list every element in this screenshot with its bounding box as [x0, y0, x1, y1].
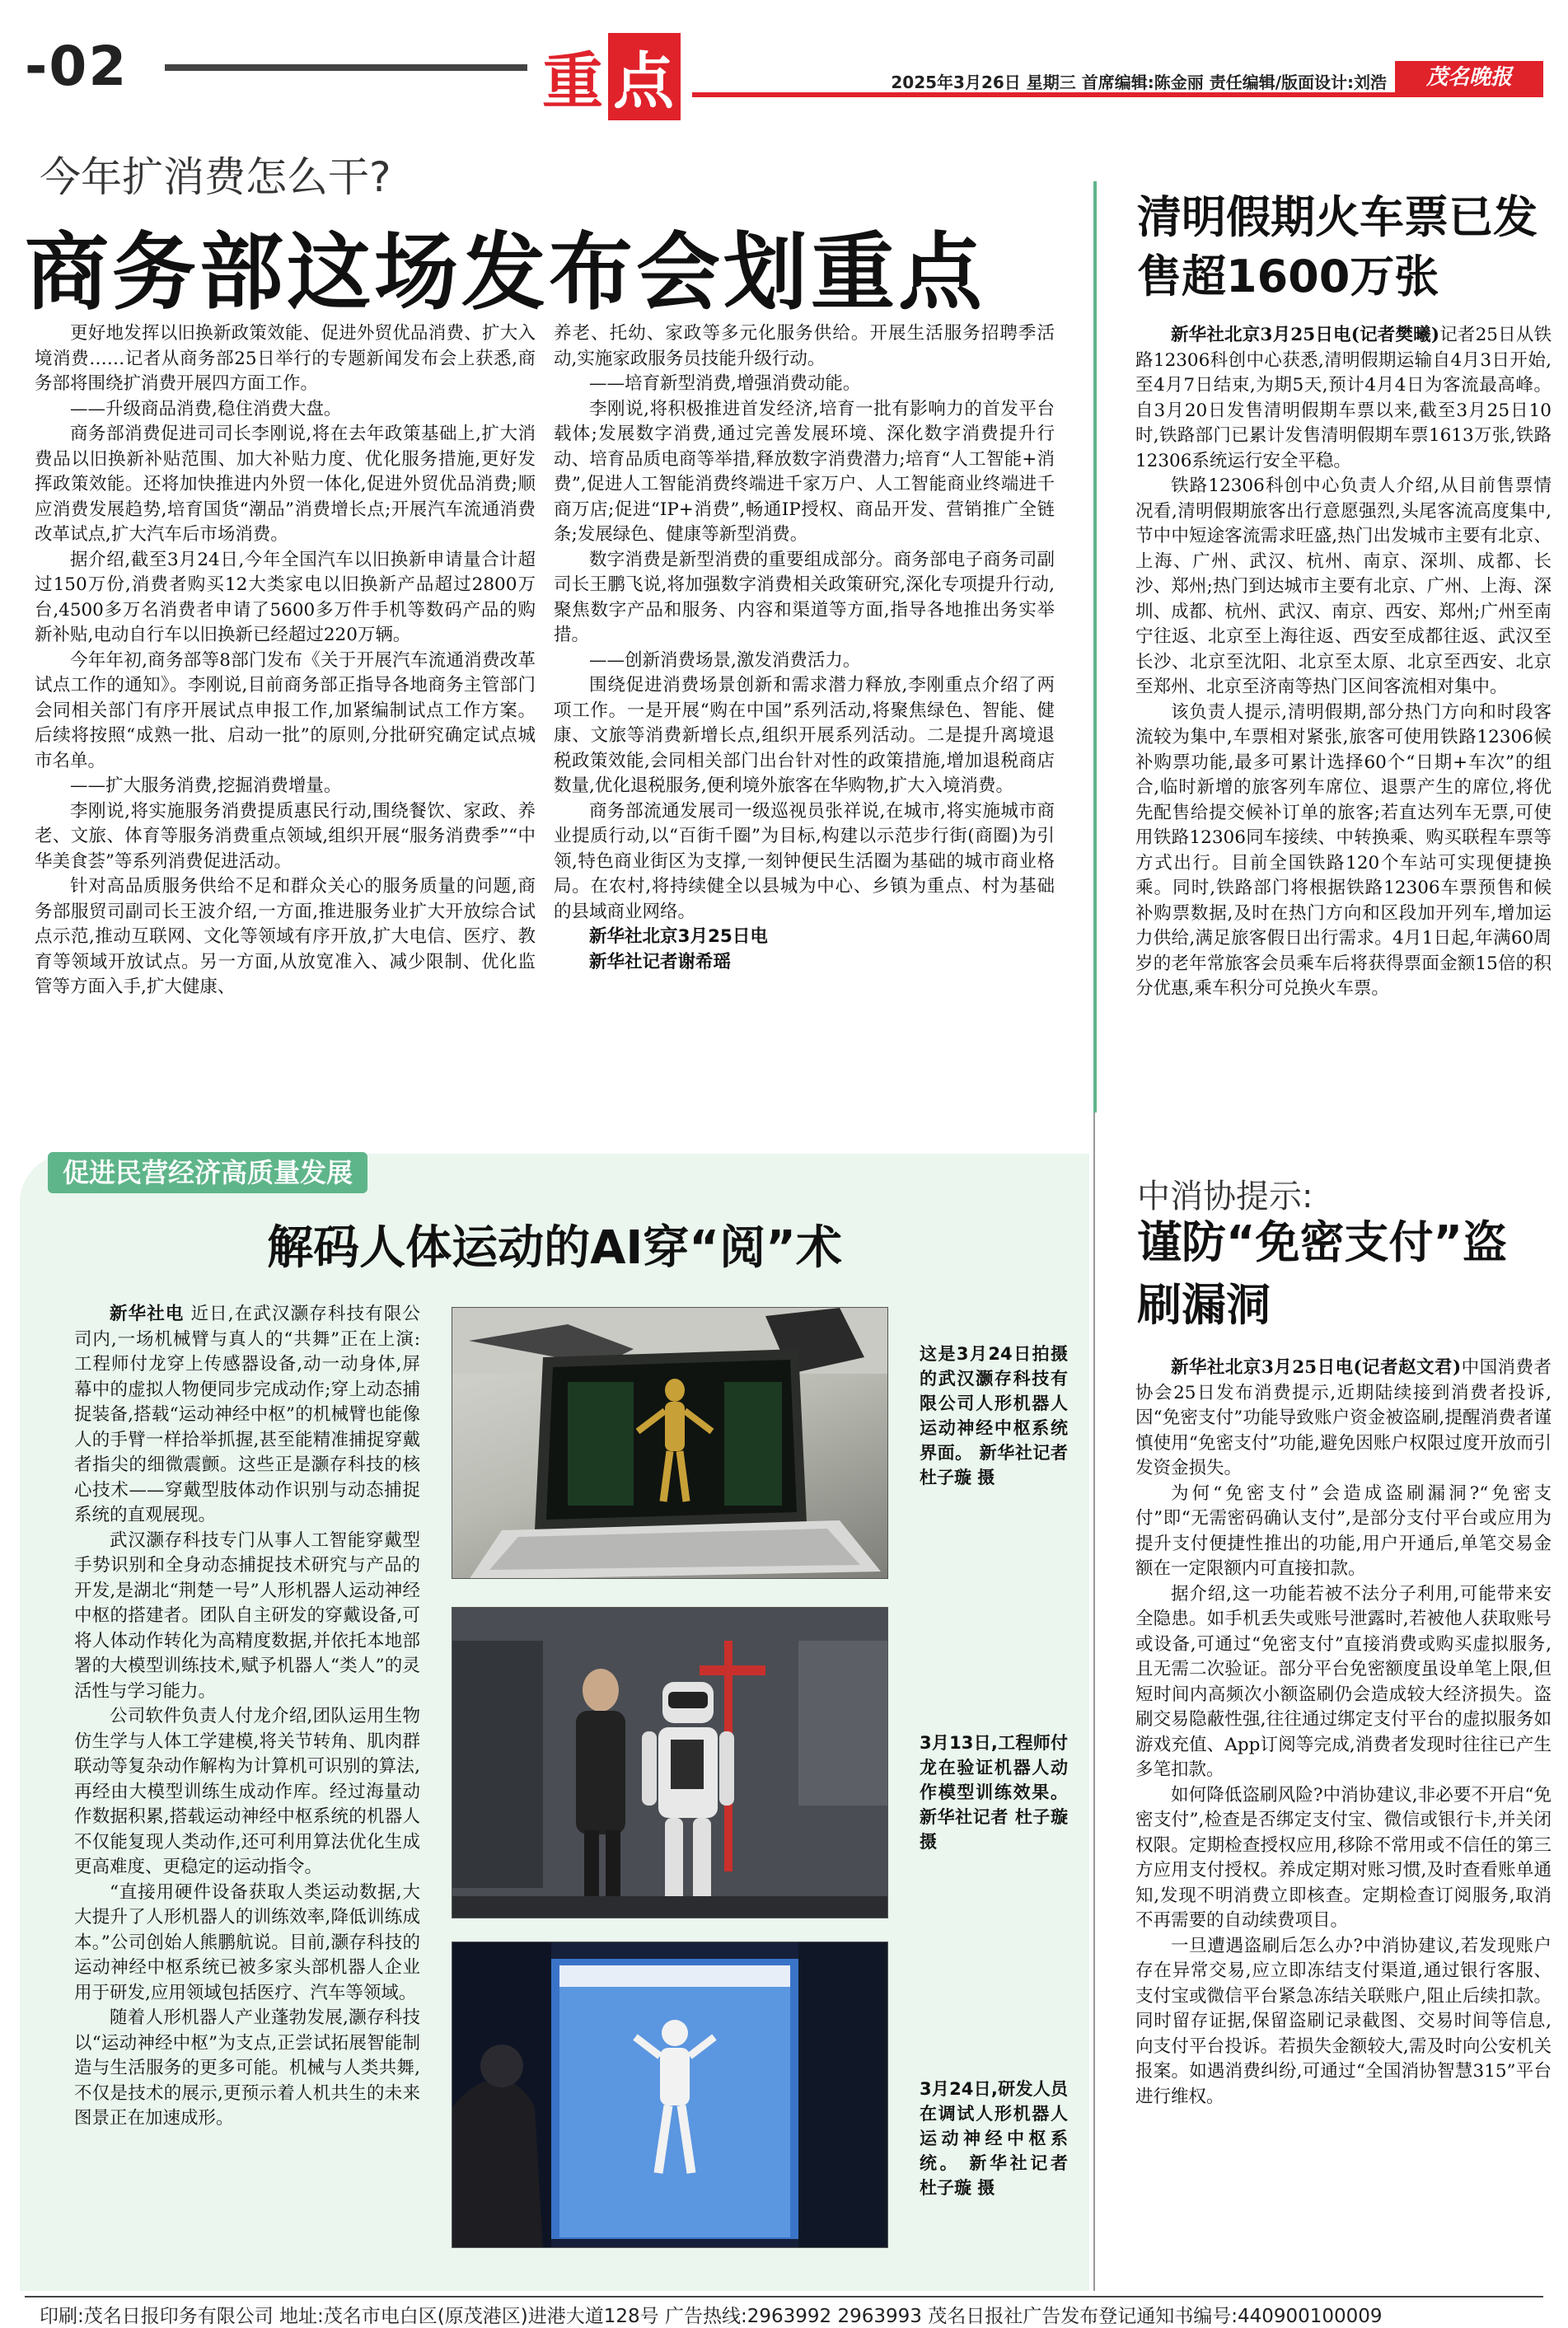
train-paragraph: 该负责人提示,清明假期,部分热门方向和时段客流较为集中,车票相对紧张,旅客可使用铁路12306候补购票功能,最多可累计选择60个“日期+车次”的组合,临时新增的旅客列车席位、退票产生的席位,将优先配售给提交候补订单的旅客;若直达列车无票,可使用铁路12306同车接续、中转换乘、购买联程车票等方式出行。目前全国铁路120个车站可实现便捷换乘。同时,铁路部门将根据铁路12306车票预售和候补购票数据,及时在热门方向和区段加开列车,增加运力供给,满足旅客假日出行需求。4月1日起,年满60周岁的老年常旅客会员乘车后将获得票面金额15倍的积分优惠,乘车积分可兑换火车票。 [1135, 701, 1552, 999]
lead-paragraph: 更好地发挥以旧换新政策效能、促进外贸优品消费、扩大入境消费……记者从商务部25日举行的专题新闻发布会上获悉,商务部将围绕扩消费开展四方面工作。 [35, 323, 536, 394]
train-paragraph: 铁路12306科创中心负责人介绍,从目前售票情况看,清明假期旅客出行意愿强烈,头尾客流高度集中,节中中短途客流需求旺盛,热门出发城市主要有北京、上海、广州、武汉、杭州、南京、深圳、成都、长沙、郑州;热门到达城市主要有北京、广州、上海、深圳、成都、杭州、武汉、南京、西安、郑州;广州至南宁往返、北京至上海往返、西安至成都往返、武汉至长沙、北京至沈阳、北京至太原、北京至西安、北京至郑州、北京至济南等热门区间客流相对集中。 [1135, 475, 1552, 697]
ai-lead-text: 近日,在武汉灏存科技有限公司内,一场机械臂与真人的“共舞”正在上演:工程师付龙穿上传感器设备,动一动身体,屏幕中的虚拟人物便同步完成动作;穿上动态捕捉装备,搭载“运动神经中枢”的机械臂也能像人的手臂一样拾举抓握,甚至能精准捕捉穿戴者指尖的细微震颤。这些正是灏存科技的核心技术——穿戴型肢体动作识别与动态捕捉系统的直观展现。 [74, 1304, 420, 1525]
lead-byline: 新华社北京3月25日电 [589, 926, 768, 947]
section-label-text: 重 [542, 46, 605, 117]
robot-display-illustration [452, 1942, 888, 2248]
lead-paragraph: 李刚说,将实施服务消费提质惠民行动,围绕餐饮、家政、养老、文旅、体育等服务消费重点领域,组织开展“服务消费季”“中华美食荟”等系列消费促进活动。 [35, 800, 536, 872]
train-paragraph [1135, 323, 1552, 474]
ai-paragraph: 公司软件负责人付龙介绍,团队运用生物仿生学与人体工学建模,将关节转角、肌肉群联动等复杂动作解构为计算机可识别的算法,再经由大模型训练生成动作库。经过海量动作数据积累,搭载运动神经中枢系统的机器人不仅能复现人类动作,还可利用算法优化生成更高难度、更稳定的运动指令。 [74, 1706, 420, 1877]
train-dateline: 新华社北京3月25日电(记者樊曦) [1171, 325, 1440, 345]
payment-headline: 谨防“免密支付”盗刷漏洞 [1137, 1216, 1507, 1331]
column-divider-lower [1093, 1112, 1095, 2291]
payment-paragraph: 据介绍,这一功能若被不法分子利用,可能带来安全隐患。如手机丢失或账号泄露时,若被他人获取账号或设备,可通过“免密支付”直接消费或购买虚拟服务,且无需二次验证。部分平台免密额度虽设单笔上限,但短时间内高频次小额盗刷仍会造成较大经济损失。盗刷交易隐蔽性强,往往通过绑定支付平台的虚拟服务如游戏充值、App订阅等完成,消费者发现时往往已产生多笔扣款。 [1135, 1583, 1552, 1780]
robot-lab-illustration [452, 1608, 888, 1918]
photo-researcher-robot [452, 1942, 888, 2248]
ai-section-tag: 促进民营经济高质量发展 [48, 1152, 367, 1193]
payment-pre-title: 中消协提示: [1137, 1178, 1313, 1216]
ai-article-body [74, 1302, 420, 2241]
payment-paragraph [1135, 1356, 1552, 1482]
lead-reporter: 新华社记者谢希瑶 [589, 951, 732, 972]
section-label [542, 33, 681, 120]
photo-caption-3: 3月24日,研发人员在调试人形机器人运动神经中枢系统。 新华社记者 杜子璇 摄 [920, 2079, 1068, 2198]
photo-caption-2: 3月13日,工程师付龙在验证机器人动作模型训练效果。 新华社记者 杜子璇 摄 [920, 1733, 1068, 1852]
lead-pre-title: 今年扩消费怎么干? [40, 153, 391, 201]
payment-paragraph: 一旦遭遇盗刷后怎么办?中消协建议,若发现账户存在异常交易,应立即冻结支付渠道,通过银行客服、支付宝或微信平台紧急冻结关联账户,阻止后续扣款。同时留存证据,保留盗刷记录截图、交易时间等信息,向支付平台投诉。若损失金额较大,需及时向公安机关报案。如遇消费纠纷,可通过“全国消协智慧315”平台进行维权。 [1135, 1935, 1552, 2107]
photo-caption-1: 这是3月24日拍摄的武汉灏存科技有限公司人形机器人运动神经中枢系统界面。 新华社记者 杜子璇 摄 [920, 1344, 1068, 1487]
lead-paragraph: 养老、托幼、家政等多元化服务供给。开展生活服务招聘季活动,实施家政服务员技能升级行动。 [554, 323, 1055, 369]
newspaper-logo: 茂名晚报 [1395, 61, 1543, 94]
payment-dateline: 新华社北京3月25日电(记者赵文君) [1171, 1357, 1462, 1378]
lead-paragraph: 围绕促进消费场景创新和需求潜力释放,李刚重点介绍了两项工作。一是开展“购在中国”系列活动,将聚焦绿色、智能、健康、文旅等消费新增长点,组织开展系列活动。二是提升离境退税政策效能,会同相关部门出台针对性的政策措施,增加退税商店数量,优化退税服务,便利境外旅客在华购物,扩大入境消费。 [554, 675, 1055, 796]
lead-column-1 [35, 321, 536, 1112]
ai-paragraph: “直接用硬件设备获取人类运动数据,大大提升了人形机器人的训练效率,降低训练成本。”公司创始人熊鹏航说。目前,灏存科技的运动神经中枢系统已被多家头部机器人企业用于研发,应用领域包括医疗、汽车等领域。 [74, 1881, 420, 2003]
ai-dateline: 新华社电 [110, 1304, 185, 1324]
lead-subhead: ——培育新型消费,增强消费动能。 [589, 373, 861, 394]
lead-paragraph: 据介绍,截至3月24日,今年全国汽车以旧换新申请量合计超过150万份,消费者购买12大类家电以旧换新产品超过2800万台,4500多万名消费者申请了5600多万件手机等数码产品的购新补贴,电动自行车以旧换新已经超过220万辆。 [35, 549, 536, 645]
laptop-illustration [452, 1308, 888, 1579]
lead-paragraph: 数字消费是新型消费的重要组成部分。商务部电子商务司副司长王鹏飞说,将加强数字消费相关政策研究,深化专项提升行动,聚焦数字产品和服务、内容和渠道等方面,指导各地推出务实举措。 [554, 549, 1055, 645]
masthead [25, 16, 1543, 115]
train-article-body [1135, 323, 1552, 1147]
photo-engineer-robot [452, 1607, 888, 1918]
payment-article-body [1135, 1356, 1552, 2274]
page-number: -02 [25, 35, 129, 98]
payment-paragraph: 为何“免密支付”会造成盗刷漏洞?“免密支付”即“无需密码确认支付”,是部分支付平台或应用为提升支付便捷性推出的功能,用户开通后,单笔交易金额在一定限额内可直接扣款。 [1135, 1483, 1552, 1579]
train-headline: 清明假期火车票已发售超1600万张 [1137, 191, 1538, 302]
lead-paragraph: 今年年初,商务部等8部门发布《关于开展汽车流通消费改革试点工作的通知》。李刚说,目前商务部正指导各地商务主管部门会同相关部门有序开展试点申报工作,加紧编制试点工作方案。后续将按照“成熟一批、启动一批”的原则,分批研究确定试点城市名单。 [35, 649, 536, 771]
footer-rule [25, 2296, 1543, 2298]
ai-headline: 解码人体运动的AI穿“阅”术 [267, 1221, 842, 1275]
lead-paragraph: 商务部流通发展司一级巡视员张祥说,在城市,将实施城市商业提质行动,以“百街千圈”为目标,构建以示范步行街(商圈)为引领,特色商业街区为支撑,一刻钟便民生活圈为基础的城市商业格局。在农村,将持续健全以县城为中心、乡镇为重点、村为基础的县域商业网络。 [554, 800, 1055, 922]
header-rule [165, 64, 527, 71]
lead-column-2 [554, 321, 1055, 1112]
section-label-box: 点 [608, 33, 681, 120]
train-lead-text: 记者25日从铁路12306科创中心获悉,清明假期运输自4月3日开始,至4月7日结束,为期5天,预计4月4日为客流最高峰。自3月20日发售清明假期车票以来,截至3月25日10时,铁路部门已累计发售清明假期车票1613万张,铁路12306系统运行安全平稳。 [1135, 325, 1552, 471]
ai-paragraph [74, 1302, 420, 1529]
lead-paragraph: 商务部消费促进司司长李刚说,将在去年政策基础上,扩大消费品以旧换新补贴范围、加大补贴力度、优化服务措施,更好发挥政策效能。还将加快推进内外贸一体化,促进外贸优品消费;顺应消费发展趋势,培育国货“潮品”消费增长点;开展汽车流通消费改革试点,扩大汽车后市场消费。 [35, 424, 536, 545]
footer-imprint: 印刷:茂名日报印务有限公司 地址:茂名市电白区(原茂港区)进港大道128号 广告热线:2963992 2963993 茂名日报社广告发布登记通知书编号:440900100009 [40, 2306, 1383, 2327]
column-divider [1093, 181, 1097, 1112]
ai-paragraph: 随着人形机器人产业蓬勃发展,灏存科技以“运动神经中枢”为支点,正尝试拓展智能制造与生活服务的更多可能。机械与人类共舞,不仅是技术的展示,更预示着人机共生的未来图景正在加速成形。 [74, 2007, 420, 2129]
photo-laptop-interface [452, 1307, 888, 1579]
lead-paragraph: 针对高品质服务供给不足和群众关心的服务质量的问题,商务部服贸司副司长王波介绍,一方面,推进服务业扩大开放综合试点示范,推动互联网、文化等领域有序开放,扩大电信、医疗、教育等领域开放试点。另一方面,从放宽准入、减少限制、优化监管等方面入手,扩大健康、 [35, 876, 536, 997]
lead-headline: 商务部这场发布会划重点 [25, 224, 985, 322]
lead-subhead: ——升级商品消费,稳住消费大盘。 [70, 398, 342, 419]
payment-lead-text: 中国消费者协会25日发布消费提示,近期陆续接到消费者投诉,因“免密支付”功能导致账户资金被盗刷,提醒消费者谨慎使用“免密支付”功能,避免因账户权限过度开放而引发资金损失。 [1135, 1357, 1552, 1478]
payment-paragraph: 如何降低盗刷风险?中消协建议,非必要不开启“免密支付”,检查是否绑定支付宝、微信或银行卡,并关闭权限。定期检查授权应用,移除不常用或不信任的第三方应用支付授权。养成定期对账习惯,及时查看账单通知,发现不明消费立即核查。定期检查订阅服务,取消不再需要的自动续费项目。 [1135, 1784, 1552, 1931]
lead-subhead: ——扩大服务消费,挖掘消费增量。 [70, 775, 342, 796]
ai-paragraph: 武汉灏存科技专门从事人工智能穿戴型手势识别和全身动态捕捉技术研究与产品的开发,是湖北“荆楚一号”人形机器人运动神经中枢的搭建者。团队自主研发的穿戴设备,可将人体动作转化为高精度数据,并依托本地部署的大模型训练技术,赋予机器人“类人”的灵活性与学习能力。 [74, 1529, 420, 1702]
lead-subhead: ——创新消费场景,激发消费活力。 [589, 649, 861, 671]
lead-paragraph: 李刚说,将积极推进首发经济,培育一批有影响力的首发平台载体;发展数字消费,通过完善发展环境、深化数字消费提升行动、培育品质电商等举措,释放数字消费潜力;培育“人工智能+消费”,促进人工智能消费终端进千家万户、人工智能商业终端进千商万店;促进“IP+消费”,畅通IP授权、商品开发、营销推广全链条;发展绿色、健康等新型消费。 [554, 398, 1055, 545]
issue-info: 2025年3月26日 星期三 首席编辑:陈金丽 责任编辑/版面设计:刘浩 [891, 73, 1387, 92]
